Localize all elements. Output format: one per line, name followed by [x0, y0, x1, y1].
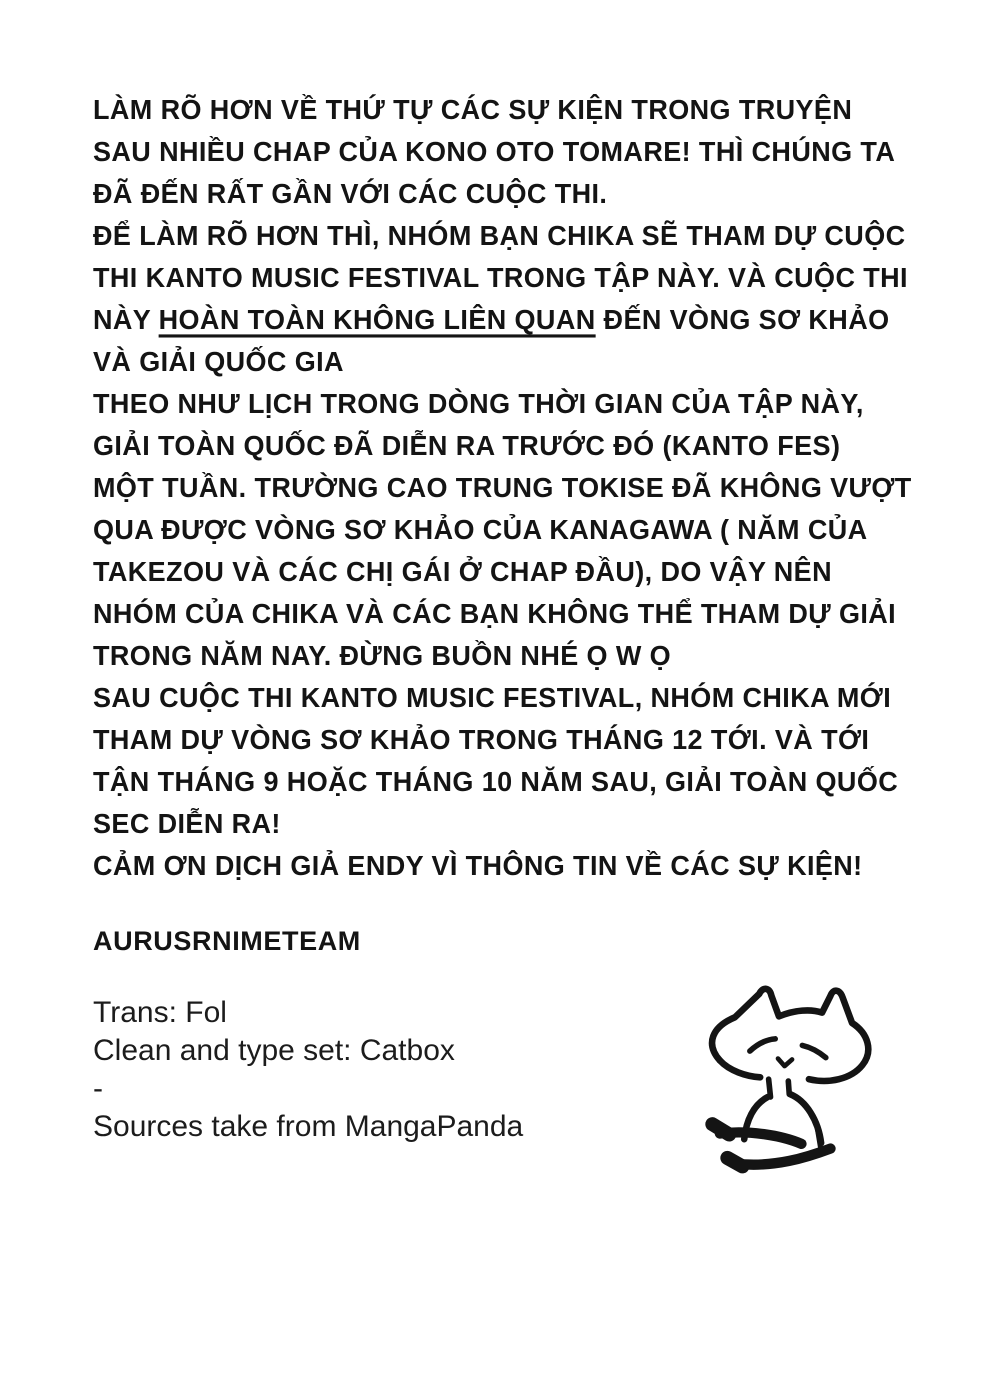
note-line: ĐÃ ĐẾN RẤT GẦN VỚI CÁC CUỘC THI.: [93, 178, 608, 210]
cat-doodle-icon: [688, 972, 913, 1192]
credit-divider: -: [93, 1072, 103, 1105]
credit-translator: Trans: Fol: [93, 996, 227, 1029]
note-line: TAKEZOU VÀ CÁC CHỊ GÁI Ở CHAP ĐẦU), DO VẬY NÊN: [93, 556, 832, 588]
credit-source: Sources take from MangaPanda: [93, 1110, 524, 1143]
underlined-phrase: HOÀN TOÀN KHÔNG LIÊN QUAN: [158, 304, 596, 336]
note-line-pre: NÀY: [93, 304, 159, 336]
note-line: THI KANTO MUSIC FESTIVAL TRONG TẬP NÀY. VÀ CUỘC THI: [93, 262, 908, 294]
note-line: TRONG NĂM NAY. ĐỪNG BUỒN NHÉ Ọ W Ọ: [93, 640, 672, 672]
note-line: QUA ĐƯỢC VÒNG SƠ KHẢO CỦA KANAGAWA ( NĂM CỦA: [93, 514, 868, 546]
note-line: THAM DỰ VÒNG SƠ KHẢO TRONG THÁNG 12 TỚI. VÀ TỚI: [93, 724, 870, 756]
note-line: CẢM ƠN DỊCH GIẢ ENDY VÌ THÔNG TIN VỀ CÁC SỰ KIỆN!: [93, 850, 863, 882]
note-line: SAU NHIỀU CHAP CỦA KONO OTO TOMARE! THÌ CHÚNG TA: [93, 136, 896, 168]
note-line: GIẢI TOÀN QUỐC ĐÃ DIỄN RA TRƯỚC ĐÓ (KANTO FES): [93, 430, 841, 462]
credits-block: [93, 994, 653, 1146]
team-name: AURUSRNIMETEAM: [93, 926, 361, 956]
note-line: SEC DIỄN RA!: [93, 808, 281, 840]
note-line-post: ĐẾN VÒNG SƠ KHẢO: [595, 304, 890, 336]
translator-note-text: [93, 88, 933, 886]
note-line: NHÓM CỦA CHIKA VÀ CÁC BẠN KHÔNG THỂ THAM DỰ GIẢI: [93, 598, 897, 630]
note-line: VÀ GIẢI QUỐC GIA: [93, 346, 344, 378]
note-line: ĐỂ LÀM RÕ HƠN THÌ, NHÓM BẠN CHIKA SẼ THAM DỰ CUỘC: [93, 220, 906, 252]
note-line: LÀM RÕ HƠN VỀ THỨ TỰ CÁC SỰ KIỆN TRONG TRUYỆN: [93, 94, 853, 126]
note-line-with-underline: [93, 298, 933, 342]
note-line: THEO NHƯ LỊCH TRONG DÒNG THỜI GIAN CỦA TẬP NÀY,: [93, 388, 864, 420]
note-line: TẬN THÁNG 9 HOẶC THÁNG 10 NĂM SAU, GIẢI TOÀN QUỐC: [93, 766, 899, 798]
cat-doodle-drawing: [688, 972, 913, 1192]
credit-cleaner: Clean and type set: Catbox: [93, 1034, 455, 1067]
note-line: SAU CUỘC THI KANTO MUSIC FESTIVAL, NHÓM CHIKA MỚI: [93, 682, 892, 714]
note-line: MỘT TUẦN. TRƯỜNG CAO TRUNG TOKISE ĐÃ KHÔNG VƯỢT: [93, 472, 912, 504]
